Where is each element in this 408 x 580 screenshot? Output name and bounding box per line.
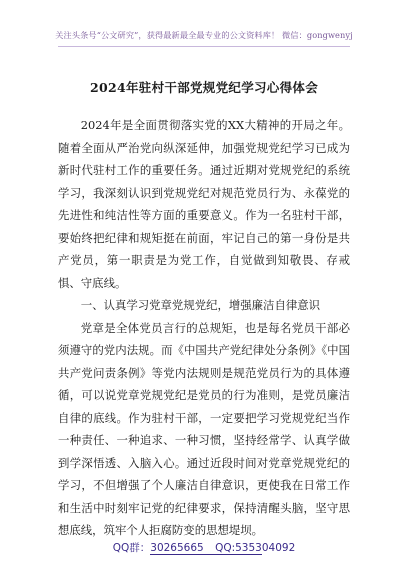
- header-divider: [58, 46, 350, 47]
- paragraph-intro: 2024年是全面贯彻落实党的XX大精神的开局之年。随着全面从严治党向纵深延伸，加强党规党纪学习已成为新时代驻村工作的重要任务。通过近期对党规党纪的系统学习，我深刻认识到党规党纪对规范党员行为、永葆党的先进性和纯洁性等方面的重要意义。作为一名驻村干部，要始终把纪律和规矩挺在前面，牢记自己的第一身份是共产党员，第一职责是为党工作，自觉做到知敬畏、存戒惧、守底线。: [58, 118, 350, 290]
- footer-qq-group: QQ群：30265665: [112, 542, 204, 554]
- document-title: 2024年驻村干部党规党纪学习心得体会: [90, 80, 318, 95]
- footer-underline: [150, 554, 262, 555]
- header-promo-note: 关注头条号“公文研究”，获得最新最全最专业的公文资料库！ 微信：gongwenyj: [55, 30, 353, 40]
- footer-qq-number: QQ:535304092: [215, 542, 296, 554]
- document-body: [58, 114, 350, 542]
- paragraph-section-1: 党章是全体党员言行的总规矩，也是每名党员干部必须遵守的党内法规。而《中国共产党纪律处分条例》《中国共产党问责条例》等党内法规则是规范党员行为的具体遵循，可以说党章党规党纪是党员的行为准则，是党员廉洁自律的底线。作为驻村干部，一定要把学习党规党纪当作一种责任、一种追求、一种习惯，坚持经常学、认真学做到学深悟透、入脑入心。通过近段时间对党章党规党纪的学习，不但增强了个人廉洁自律意识，更使我在日常工作和生活中时刻牢记党的纪律要求，保持清醒头脑，坚守思想底线，筑牢个人拒腐防变的思想堤坝。: [58, 320, 350, 537]
- footer-contact: [0, 540, 408, 555]
- section-heading-1: 一、认真学习党章党规党纪，增强廉洁自律意识: [80, 298, 321, 312]
